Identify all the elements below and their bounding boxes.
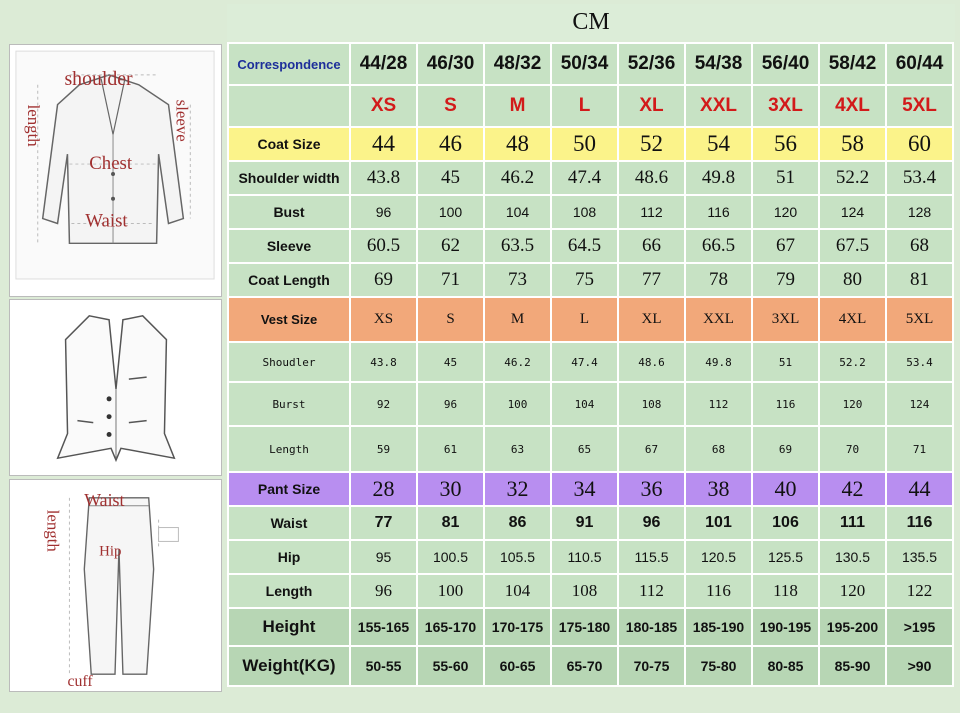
coat-length-cell: 79 — [752, 263, 819, 297]
vest-length-cell: 67 — [618, 426, 685, 472]
letter-size-cell: S — [417, 85, 484, 127]
row-coat-size — [228, 127, 953, 161]
vest-burst-cell: 108 — [618, 382, 685, 426]
vest-shoulder-cell: 45 — [417, 342, 484, 382]
weight-cell: 85-90 — [819, 646, 886, 686]
shoulder-width-cell: 49.8 — [685, 161, 752, 195]
vest-size-cell: S — [417, 297, 484, 342]
pant-waist-cell: 96 — [618, 506, 685, 540]
vest-burst-cell: 96 — [417, 382, 484, 426]
sleeve-label: Sleeve — [228, 229, 350, 263]
letter-size-cell: 5XL — [886, 85, 953, 127]
coat-length-cell: 73 — [484, 263, 551, 297]
vest-shoulder-cell: 43.8 — [350, 342, 417, 382]
pant-hip-cell: 125.5 — [752, 540, 819, 574]
correspondence-cell: 46/30 — [417, 43, 484, 85]
letter-size-cell: M — [484, 85, 551, 127]
pant-length-cell: 96 — [350, 574, 417, 608]
pant-size-cell: 36 — [618, 472, 685, 506]
weight-cell: 50-55 — [350, 646, 417, 686]
vest-burst-cell: 104 — [551, 382, 618, 426]
coat-size-cell: 50 — [551, 127, 618, 161]
shoulder-width-cell: 51 — [752, 161, 819, 195]
pant-waist-cell: 81 — [417, 506, 484, 540]
sleeve-cell: 60.5 — [350, 229, 417, 263]
row-pant-waist — [228, 506, 953, 540]
row-letter-sizes — [228, 85, 953, 127]
vest-length-cell: 68 — [685, 426, 752, 472]
pant-hip-label: Hip — [228, 540, 350, 574]
vest-size-cell: 4XL — [819, 297, 886, 342]
letter-size-cell: L — [551, 85, 618, 127]
vest-shoulder-cell: 51 — [752, 342, 819, 382]
pant-size-cell: 30 — [417, 472, 484, 506]
pant-hip-cell: 115.5 — [618, 540, 685, 574]
bust-cell: 104 — [484, 195, 551, 229]
shoulder-width-cell: 52.2 — [819, 161, 886, 195]
height-cell: 170-175 — [484, 608, 551, 646]
bust-cell: 120 — [752, 195, 819, 229]
vest-size-cell: XS — [350, 297, 417, 342]
coat-length-cell: 81 — [886, 263, 953, 297]
vest-length-cell: 71 — [886, 426, 953, 472]
pant-length-cell: 100 — [417, 574, 484, 608]
shoulder-width-cell: 47.4 — [551, 161, 618, 195]
pant-waist-cell: 111 — [819, 506, 886, 540]
vest-shoulder-cell: 49.8 — [685, 342, 752, 382]
coat-measurement-illustration — [9, 44, 222, 297]
vest-size-label: Vest Size — [228, 297, 350, 342]
coat-length-cell: 77 — [618, 263, 685, 297]
row-vest-size — [228, 297, 953, 342]
vest-length-cell: 63 — [484, 426, 551, 472]
row-coat-length — [228, 263, 953, 297]
correspondence-cell: 60/44 — [886, 43, 953, 85]
weight-cell: >90 — [886, 646, 953, 686]
pant-hip-cell: 105.5 — [484, 540, 551, 574]
pant-waist-label: Waist — [228, 506, 350, 540]
vest-length-label: Length — [228, 426, 350, 472]
vest-burst-cell: 92 — [350, 382, 417, 426]
shoulder-width-cell: 53.4 — [886, 161, 953, 195]
vest-shoulder-label: Shoudler — [228, 342, 350, 382]
pant-length-cell: 116 — [685, 574, 752, 608]
vest-length-cell: 70 — [819, 426, 886, 472]
vest-shoulder-cell: 46.2 — [484, 342, 551, 382]
vest-burst-cell: 120 — [819, 382, 886, 426]
weight-cell: 55-60 — [417, 646, 484, 686]
shoulder-width-label: Shoulder width — [228, 161, 350, 195]
weight-label: Weight(KG) — [228, 646, 350, 686]
pant-length-cell: 108 — [551, 574, 618, 608]
vest-size-cell: 3XL — [752, 297, 819, 342]
weight-cell: 75-80 — [685, 646, 752, 686]
pants-label-waist: Waist — [84, 489, 125, 510]
letter-size-cell: 4XL — [819, 85, 886, 127]
coat-size-cell: 54 — [685, 127, 752, 161]
correspondence-cell: 48/32 — [484, 43, 551, 85]
shoulder-width-cell: 48.6 — [618, 161, 685, 195]
sleeve-cell: 68 — [886, 229, 953, 263]
pant-waist-cell: 86 — [484, 506, 551, 540]
sleeve-cell: 67 — [752, 229, 819, 263]
weight-cell: 60-65 — [484, 646, 551, 686]
pants-label-cuff: cuff — [67, 673, 93, 691]
pants-measurement-illustration — [9, 479, 222, 692]
height-cell: 195-200 — [819, 608, 886, 646]
pant-size-cell: 34 — [551, 472, 618, 506]
height-cell: 180-185 — [618, 608, 685, 646]
vest-size-cell: XXL — [685, 297, 752, 342]
coat-label-length: length — [23, 104, 43, 147]
pant-size-cell: 44 — [886, 472, 953, 506]
shoulder-width-cell: 45 — [417, 161, 484, 195]
coat-size-cell: 56 — [752, 127, 819, 161]
row-sleeve — [228, 229, 953, 263]
coat-label-waist: Waist — [85, 210, 128, 232]
pant-hip-cell: 120.5 — [685, 540, 752, 574]
sleeve-cell: 66 — [618, 229, 685, 263]
height-cell: >195 — [886, 608, 953, 646]
row-pant-hip — [228, 540, 953, 574]
row-height — [228, 608, 953, 646]
bust-cell: 108 — [551, 195, 618, 229]
correspondence-cell: 44/28 — [350, 43, 417, 85]
row-pant-size — [228, 472, 953, 506]
height-cell: 155-165 — [350, 608, 417, 646]
size-chart-table — [227, 42, 954, 687]
coat-size-cell: 46 — [417, 127, 484, 161]
height-cell: 190-195 — [752, 608, 819, 646]
letter-size-cell: XXL — [685, 85, 752, 127]
coat-size-cell: 60 — [886, 127, 953, 161]
height-label: Height — [228, 608, 350, 646]
shoulder-width-cell: 46.2 — [484, 161, 551, 195]
pants-label-hip: Hip — [99, 543, 122, 560]
pant-length-cell: 118 — [752, 574, 819, 608]
vest-shoulder-cell: 47.4 — [551, 342, 618, 382]
letter-size-cell: XS — [350, 85, 417, 127]
row-vest-length — [228, 426, 953, 472]
coat-size-cell: 44 — [350, 127, 417, 161]
row-vest-burst — [228, 382, 953, 426]
unit-title: CM — [227, 4, 955, 40]
bust-cell: 128 — [886, 195, 953, 229]
shoulder-width-cell: 43.8 — [350, 161, 417, 195]
bust-cell: 96 — [350, 195, 417, 229]
pant-length-cell: 104 — [484, 574, 551, 608]
pant-length-cell: 120 — [819, 574, 886, 608]
correspondence-cell: 56/40 — [752, 43, 819, 85]
row-bust — [228, 195, 953, 229]
pant-length-label: Length — [228, 574, 350, 608]
coat-length-label: Coat Length — [228, 263, 350, 297]
vest-length-cell: 61 — [417, 426, 484, 472]
coat-length-cell: 75 — [551, 263, 618, 297]
correspondence-cell: 52/36 — [618, 43, 685, 85]
pant-hip-cell: 135.5 — [886, 540, 953, 574]
vest-size-cell: 5XL — [886, 297, 953, 342]
pant-hip-cell: 130.5 — [819, 540, 886, 574]
pant-hip-cell: 95 — [350, 540, 417, 574]
coat-length-cell: 78 — [685, 263, 752, 297]
height-cell: 175-180 — [551, 608, 618, 646]
weight-cell: 80-85 — [752, 646, 819, 686]
pant-waist-cell: 106 — [752, 506, 819, 540]
sleeve-cell: 62 — [417, 229, 484, 263]
pant-waist-cell: 101 — [685, 506, 752, 540]
pants-label-length: length — [43, 509, 63, 552]
bust-label: Bust — [228, 195, 350, 229]
bust-cell: 116 — [685, 195, 752, 229]
coat-size-label: Coat Size — [228, 127, 350, 161]
pant-hip-cell: 110.5 — [551, 540, 618, 574]
vest-size-cell: M — [484, 297, 551, 342]
pant-length-cell: 122 — [886, 574, 953, 608]
vest-burst-cell: 116 — [752, 382, 819, 426]
pant-size-label: Pant Size — [228, 472, 350, 506]
letter-size-cell: 3XL — [752, 85, 819, 127]
coat-label-chest: Chest — [89, 153, 133, 175]
coat-label-shoulder: shoulder — [64, 67, 133, 90]
vest-burst-cell: 112 — [685, 382, 752, 426]
sleeve-cell: 63.5 — [484, 229, 551, 263]
pant-waist-cell: 77 — [350, 506, 417, 540]
correspondence-label: Correspondence — [228, 43, 350, 85]
pant-size-cell: 38 — [685, 472, 752, 506]
pant-size-cell: 42 — [819, 472, 886, 506]
vest-burst-cell: 100 — [484, 382, 551, 426]
letter-sizes-label — [228, 85, 350, 127]
vest-size-cell: L — [551, 297, 618, 342]
coat-size-cell: 58 — [819, 127, 886, 161]
sleeve-cell: 66.5 — [685, 229, 752, 263]
vest-shoulder-cell: 48.6 — [618, 342, 685, 382]
bust-cell: 124 — [819, 195, 886, 229]
pant-size-cell: 40 — [752, 472, 819, 506]
row-correspondence — [228, 43, 953, 85]
coat-length-cell: 80 — [819, 263, 886, 297]
row-weight — [228, 646, 953, 686]
pant-hip-cell: 100.5 — [417, 540, 484, 574]
height-cell: 185-190 — [685, 608, 752, 646]
vest-length-cell: 69 — [752, 426, 819, 472]
coat-label-sleeve: sleeve — [172, 99, 192, 142]
vest-burst-label: Burst — [228, 382, 350, 426]
row-shoulder-width — [228, 161, 953, 195]
vest-length-cell: 59 — [350, 426, 417, 472]
correspondence-cell: 54/38 — [685, 43, 752, 85]
pant-size-cell: 32 — [484, 472, 551, 506]
vest-length-cell: 65 — [551, 426, 618, 472]
vest-burst-cell: 124 — [886, 382, 953, 426]
sleeve-cell: 64.5 — [551, 229, 618, 263]
weight-cell: 70-75 — [618, 646, 685, 686]
vest-shoulder-cell: 53.4 — [886, 342, 953, 382]
bust-cell: 100 — [417, 195, 484, 229]
vest-size-cell: XL — [618, 297, 685, 342]
weight-cell: 65-70 — [551, 646, 618, 686]
bust-cell: 112 — [618, 195, 685, 229]
letter-size-cell: XL — [618, 85, 685, 127]
vest-illustration — [9, 299, 222, 476]
pant-length-cell: 112 — [618, 574, 685, 608]
pant-size-cell: 28 — [350, 472, 417, 506]
coat-length-cell: 71 — [417, 263, 484, 297]
correspondence-cell: 50/34 — [551, 43, 618, 85]
height-cell: 165-170 — [417, 608, 484, 646]
coat-size-cell: 52 — [618, 127, 685, 161]
correspondence-cell: 58/42 — [819, 43, 886, 85]
pant-waist-cell: 116 — [886, 506, 953, 540]
vest-shoulder-cell: 52.2 — [819, 342, 886, 382]
coat-size-cell: 48 — [484, 127, 551, 161]
pant-waist-cell: 91 — [551, 506, 618, 540]
row-pant-length — [228, 574, 953, 608]
coat-length-cell: 69 — [350, 263, 417, 297]
row-vest-shoulder — [228, 342, 953, 382]
sleeve-cell: 67.5 — [819, 229, 886, 263]
